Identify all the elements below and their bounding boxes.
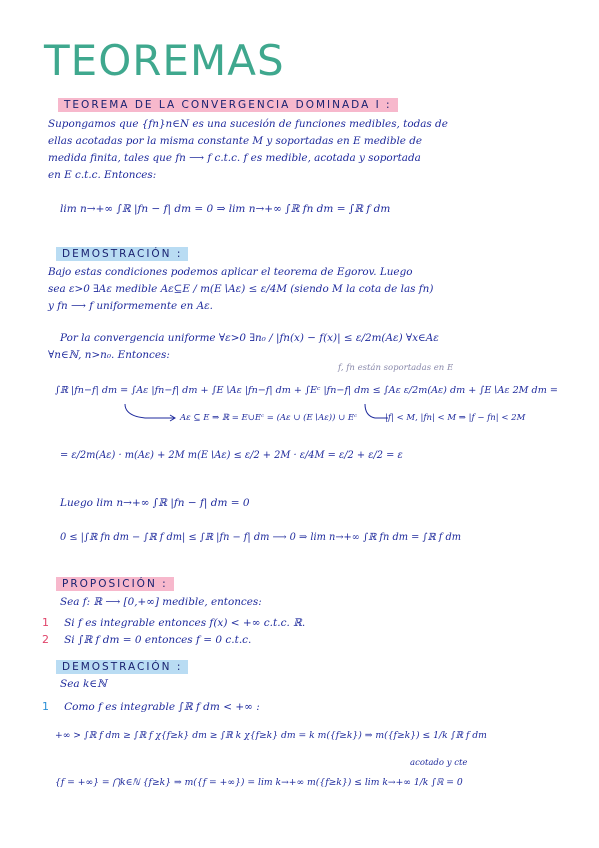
proposition-intro: Sea f: ℝ ⟶ [0,+∞] medible, entonces: bbox=[60, 596, 262, 608]
demo-line: sea ε>0 ∃Aε medible Aε⊆E / m(E∖Aε) ≤ ε/4M (siendo M la cota de las fn) bbox=[48, 283, 434, 295]
under-note: Aε ⊆ E ⇒ ℝ = E∪Eᶜ = (Aε ∪ (E∖Aε)) ∪ Eᶜ bbox=[180, 413, 358, 423]
theorem-line: ellas acotadas por la misma constante M y soportadas en E medible de bbox=[48, 135, 423, 147]
theorem-line: Supongamos que {fn}n∈N es una sucesión de funciones medibles, todas de bbox=[48, 118, 448, 130]
demo-text bbox=[48, 264, 548, 315]
item-number: 1 bbox=[42, 616, 49, 629]
page-title: TEOREMAS bbox=[44, 36, 285, 85]
inequality-chain: +∞ > ∫ℝ f dm ≥ ∫ℝ f χ{f≥k} dm ≥ ∫ℝ k χ{f≥k} dm = k m({f≥k}) ⇒ m({f≥k}) ≤ 1/k ∫ℝ f dm bbox=[55, 730, 487, 741]
demo-line: Por la convergencia uniforme ∀ε>0 ∃n₀ / |fn(x) − f(x)| ≤ ε/2m(Aε) ∀x∈Aε bbox=[60, 332, 439, 344]
demo-line: Sea k∈ℕ bbox=[60, 678, 107, 690]
demo-line: Bajo estas condiciones podemos aplicar el teorema de Egorov. Luego bbox=[48, 266, 413, 278]
under-note: |f| < M, |fn| < M ⇒ |f − fn| < 2M bbox=[385, 413, 526, 423]
item-text: Si f es integrable entonces f(x) < +∞ c.t.c. ℝ. bbox=[64, 617, 306, 629]
item-text: Si ∫ℝ f dm = 0 entonces f = 0 c.t.c. bbox=[64, 634, 252, 646]
side-note: f, fn están soportadas en E bbox=[338, 363, 454, 373]
split-equation: ∫ℝ |fn−f| dm = ∫Aε |fn−f| dm + ∫E∖Aε |fn−f| dm + ∫Eᶜ |fn−f| dm ≤ ∫Aε ε/2m(Aε) dm + ∫E∖Aε 2M dm = bbox=[55, 385, 558, 396]
demo-item bbox=[42, 695, 260, 714]
limit-equation: {f = +∞} = ⋂k∈ℕ {f≥k} ⇒ m({f = +∞}) = lim k→+∞ m({f≥k}) ≤ lim k→+∞ 1/k ∫ℝ = 0 bbox=[55, 777, 463, 788]
annotation: acotado y cte bbox=[410, 758, 468, 768]
theorem-header: TEOREMA DE LA CONVERGENCIA DOMINADA I : bbox=[58, 98, 398, 112]
theorem-statement bbox=[48, 116, 548, 184]
brace-arrow-icon bbox=[120, 402, 180, 422]
item-number: 2 bbox=[42, 633, 49, 646]
item-number: 1 bbox=[42, 700, 49, 713]
final-equation: 0 ≤ |∫ℝ fn dm − ∫ℝ f dm| ≤ ∫ℝ |fn − f| dm ⟶ 0 ⇒ lim n→+∞ ∫ℝ fn dm = ∫ℝ f dm bbox=[60, 532, 462, 543]
theorem-equation: lim n→+∞ ∫ℝ |fn − f| dm = 0 ⇒ lim n→+∞ ∫ℝ fn dm = ∫ℝ f dm bbox=[60, 203, 391, 215]
demo-line: y fn ⟶ f uniformemente en Aε. bbox=[48, 300, 213, 312]
proposition-item bbox=[42, 628, 251, 647]
theorem-line: medida finita, tales que fn ⟶ f c.t.c. f es medible, acotada y soportada bbox=[48, 152, 421, 164]
result-equation: = ε/2m(Aε) · m(Aε) + 2M m(E∖Aε) ≤ ε/2 + 2M · ε/4M = ε/2 + ε/2 = ε bbox=[60, 450, 403, 461]
item-text: Como f es integrable ∫ℝ f dm < +∞ : bbox=[64, 701, 260, 713]
conclusion-line: Luego lim n→+∞ ∫ℝ |fn − f| dm = 0 bbox=[60, 497, 250, 509]
demo-line: ∀n∈ℕ, n>n₀. Entonces: bbox=[48, 349, 170, 361]
proposition-header: PROPOSICIÓN : bbox=[56, 577, 174, 591]
demo-header: DEMOSTRACIÓN : bbox=[56, 247, 188, 261]
theorem-line: en E c.t.c. Entonces: bbox=[48, 169, 157, 181]
demo-header: DEMOSTRACIÓN : bbox=[56, 660, 188, 674]
